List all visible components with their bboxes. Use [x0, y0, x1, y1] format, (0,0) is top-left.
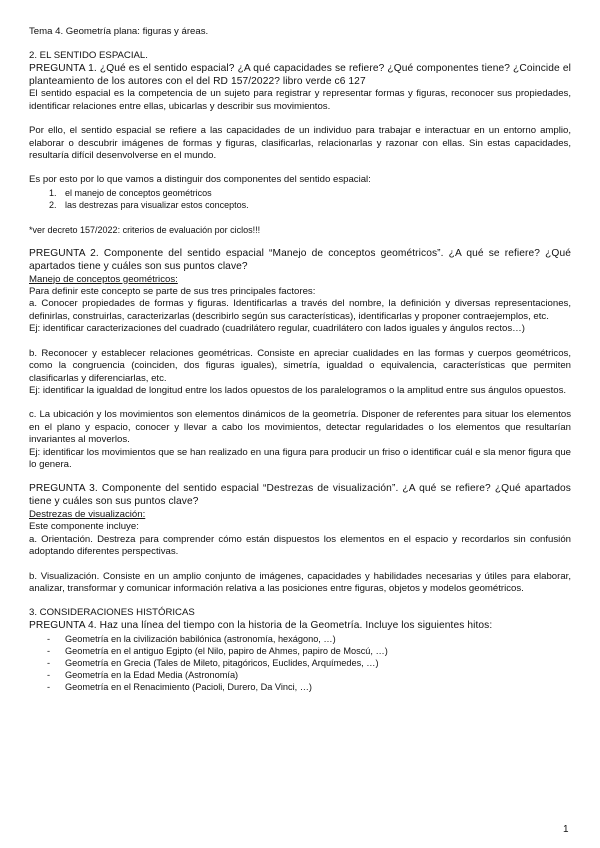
- list-item: 2. las destrezas para visualizar estos conceptos.: [59, 199, 571, 211]
- q2-item-b-example: Ej: identificar la igualdad de longitud entre los lados opuestos de los paralelogramos o la amplitud entre sus ángulos opuestos.: [29, 384, 567, 396]
- list-item: - Geometría en el antiguo Egipto (el Nilo, papiro de Ahmes, papiro de Moscú, …): [47, 645, 571, 657]
- decree-note: *ver decreto 157/2022: criterios de evaluación por ciclos!!!: [29, 224, 261, 235]
- question-2: PREGUNTA 2. Componente del sentido espacial “Manejo de conceptos geométricos”. ¿A qué se refiere? ¿Qué apartados tiene y cuáles son sus puntos clave?: [29, 248, 571, 272]
- q3-intro: Este componente incluye:: [29, 521, 139, 533]
- q2-item-a-example: Ej: identificar caracterizaciones del cuadrado (cuadrilátero regular, cuadrilátero con lados iguales y ángulos rectos…): [29, 323, 525, 335]
- q2-item-c: c. La ubicación y los movimientos son elementos dinámicos de la geometría. Disponer de referentes para situar los elementos en el plano y espacio, conocer y llevar a cabo los movimientos, detectar regularidades o los elementos que resultarían invariantes al moverlos.: [29, 409, 571, 446]
- question-4: PREGUNTA 4. Haz una línea del tiempo con la historia de la Geometría. Incluye los siguientes hitos:: [29, 619, 493, 631]
- question-1: PREGUNTA 1. ¿Qué es el sentido espacial? ¿A qué capacidades se refiere? ¿Qué componentes tiene? ¿Coincide el planteamiento de los autores con el del RD 157/2022? libro verde c6 127: [29, 62, 571, 87]
- document-page: [29, 26, 571, 694]
- list-item: - Geometría en la Edad Media (Astronomía): [47, 669, 571, 681]
- list-item: - Geometría en Grecia (Tales de Mileto, pitagóricos, Euclides, Arquímedes, …): [47, 657, 571, 669]
- q2-item-b: b. Reconocer y establecer relaciones geométricas. Consiste en apreciar cualidades en las formas y cuerpos geométricos, como la congruencia (coinciden, dos figuras iguales), simetría, igualdad o equivalencia, características que permiten clasificarlas y diferenciarlas, etc.: [29, 347, 571, 384]
- document-header: Tema 4. Geometría plana: figuras y áreas.: [29, 26, 209, 37]
- q1-paragraph-3: Es por esto por lo que vamos a distinguir dos componentes del sentido espacial:: [29, 174, 371, 186]
- q2-intro: Para definir este concepto se parte de sus tres principales factores:: [29, 286, 316, 298]
- q1-paragraph-1: El sentido espacial es la competencia de un sujeto para registrar y representar formas y figuras, reconocer sus propiedades, identificar relaciones entre ellas, ubicarlas y describir sus movimientos.: [29, 88, 571, 112]
- q3-item-a: a. Orientación. Destreza para comprender cómo están dispuestos los elementos en el espacio y recordarlos sin confusión adoptando diferentes perspectivas.: [29, 533, 571, 558]
- q3-subtitle: Destrezas de visualización:: [29, 508, 146, 520]
- q3-item-b: b. Visualización. Consiste en un amplio conjunto de imágenes, capacidades y habilidades necesarias y útiles para elaborar, analizar, transformar y comunicar información relativa a las posiciones entre figuras, objetos y modelos geométricos.: [29, 570, 571, 594]
- components-list: [29, 187, 571, 212]
- q2-item-a: a. Conocer propiedades de formas y figuras. Identificarlas a través del nombre, la definición y diversas representaciones, definirlas, construirlas, caracterizarlas (describirlo según sus características), identificarlas y proponer contraejemplos, etc.: [29, 298, 571, 322]
- q2-subtitle: Manejo de conceptos geométricos:: [29, 273, 178, 285]
- list-item: - Geometría en la civilización babilónica (astronomía, hexágono, …): [47, 633, 571, 645]
- section-3-title: 3. CONSIDERACIONES HISTÓRICAS: [29, 607, 195, 619]
- section-2-title: 2. EL SENTIDO ESPACIAL.: [29, 50, 148, 62]
- question-3: PREGUNTA 3. Componente del sentido espacial “Destrezas de visualización”. ¿A qué se refiere? ¿Qué apartados tiene y cuáles son sus puntos clave?: [29, 483, 571, 508]
- history-milestones-list: [29, 633, 571, 694]
- q2-item-c-example: Ej: identificar los movimientos que se han realizado en una figura para producir un friso o identificar cuál e sla menor figura que lo genera.: [29, 446, 571, 470]
- list-item: - Geometría en el Renacimiento (Pacioli, Durero, Da Vinci, …): [47, 681, 571, 693]
- list-item: 1. el manejo de conceptos geométricos: [59, 187, 571, 199]
- page-number: 1: [563, 824, 569, 835]
- q1-paragraph-2: Por ello, el sentido espacial se refiere a las capacidades de un individuo para trabajar e interactuar en un entorno amplio, elaborar o descubrir imágenes de formas y figuras, clasificarlas, relacionarlas y razonar con ellas. Sin estas capacidades, resultaría difícil desenvolverse en el mundo.: [29, 125, 571, 162]
